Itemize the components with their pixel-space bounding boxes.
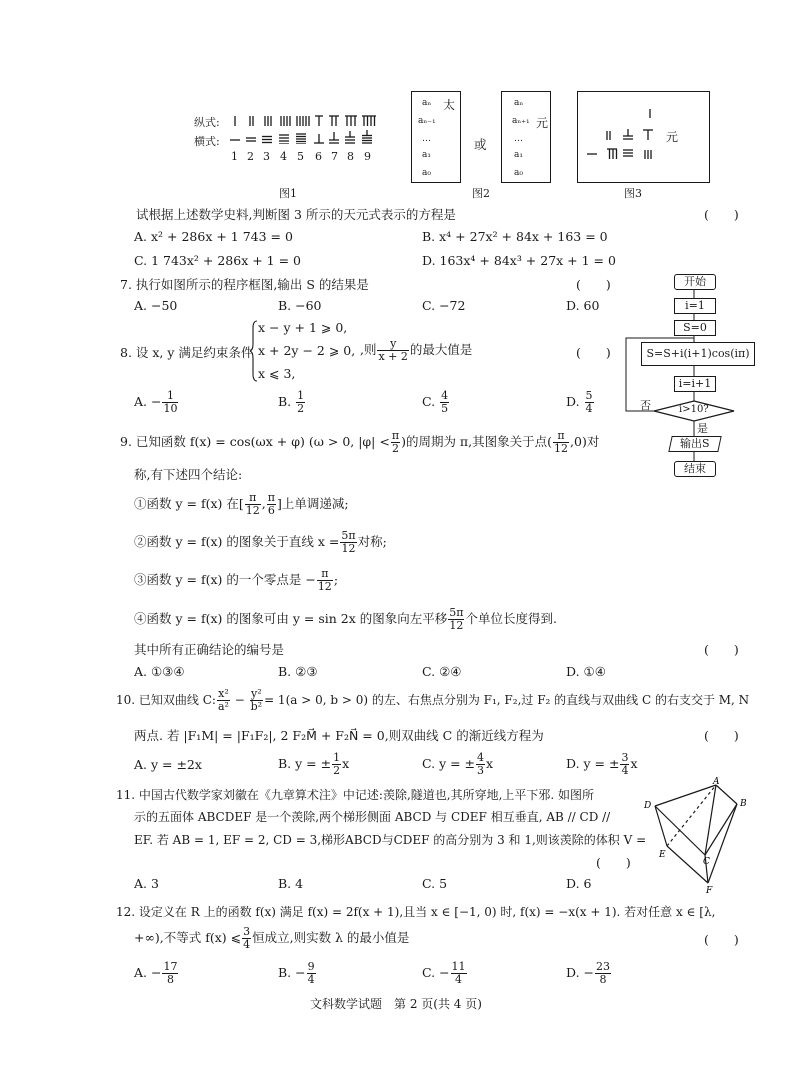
frac-num: 17	[163, 960, 178, 973]
figure-3-caption: 图3	[624, 187, 642, 200]
option-b	[278, 961, 317, 986]
solid-figure	[640, 776, 770, 896]
frac	[250, 688, 263, 713]
fig2-or-label: 或	[474, 137, 487, 152]
frac	[245, 492, 261, 517]
flow-cond-text: i>10?	[679, 404, 709, 415]
frac-num: 3	[243, 925, 251, 938]
frac-den: x + 2	[378, 350, 408, 363]
frac	[217, 688, 230, 713]
option-c: C. 1 743x² + 286x + 1 = 0	[134, 253, 301, 268]
frac-den: b²	[250, 700, 263, 713]
fig2-row: …	[514, 134, 523, 144]
q10-line1: 10. 已知双曲线 C: $\frac{\text{x²}}{\text{a²}}$ − $\frac{\text{y²}}{\text{b²}}$ = 1(a > 0, b > 0) 的左、右焦点分别为 F₁, F₂,过 F₂ 的直线与双曲线 C 的右支交于 M, N	[116, 687, 750, 713]
rod-digit: 5	[297, 150, 304, 163]
option-a: A. 3	[134, 876, 159, 891]
frac	[242, 926, 251, 951]
fig2-row: aₙ	[422, 98, 432, 108]
figure-1-caption: 图1	[279, 187, 297, 200]
q9-line1: 9. 已知函数 f(x) = cos(ωx + φ) (ω > 0, |φ| < $\frac{\pi}{2}$ )的周期为 π,其图象关于点( $\frac{\pi}{12}$ ,0)对	[120, 429, 600, 455]
flow-start	[674, 274, 716, 290]
frac	[267, 492, 276, 517]
option-c: C. 5	[422, 876, 448, 891]
flow-update-i-text: i=i+1	[678, 377, 712, 390]
option-label: A. y = ±2x	[134, 757, 202, 772]
q12-line1: 12. 设定义在 R 上的函数 f(x) 满足 f(x) = 2f(x + 1),且当 x ∈ [−1, 0) 时, f(x) = −x(x + 1). 若对任意 x ∈ [λ,	[116, 905, 716, 919]
option-frac	[476, 752, 485, 777]
flow-output-text: 输出S	[680, 437, 710, 450]
frac-den: 4	[585, 402, 593, 415]
answer-paren: ( )	[704, 642, 739, 657]
q9-text: 个单位长度得到.	[465, 611, 557, 626]
frac-den: 2	[297, 402, 305, 415]
option-frac	[162, 961, 178, 986]
rod-digit: 2	[247, 150, 254, 163]
q10-text: = 1(a > 0, b > 0) 的左、右焦点分别为 F₁, F₂,过 F₂ 的直线与双曲线 C 的右支交于 M, N	[264, 693, 750, 707]
q7-stem: 7. 执行如图所示的程序框图,输出 S 的结果是	[120, 277, 369, 292]
option-tail: x	[630, 756, 638, 771]
fig2-tai-label: 太	[443, 98, 456, 112]
frac-den: 12	[554, 442, 569, 455]
frac-den: a²	[217, 700, 229, 713]
option-a	[134, 961, 179, 986]
answer-paren: ( )	[704, 728, 739, 743]
q11-line: EF. 若 AB = 1, EF = 2, CD = 3,梯形ABCD与CDEF 的高分别为 3 和 1,则该羡除的体积 V =	[134, 833, 647, 847]
q9-text: 9. 已知函数 f(x) = cos(ωx + φ)	[120, 434, 305, 449]
option-a	[134, 757, 202, 772]
q9-text: ;	[333, 572, 339, 587]
frac-num: 5π	[449, 606, 464, 619]
frac-num: 1	[333, 751, 341, 764]
fig2-row: …	[422, 134, 431, 144]
flow-init-i-text: i=1	[685, 299, 705, 312]
option-c	[422, 390, 450, 415]
q9-text: (ω > 0, |φ| <	[308, 434, 390, 449]
option-d	[566, 961, 612, 986]
option-label: D.	[566, 394, 584, 409]
q8-stem-mid	[360, 338, 472, 363]
frac-num: 4	[441, 389, 449, 402]
option-label: A. −	[134, 965, 162, 980]
system-brace	[250, 320, 258, 382]
option-a: A. −50	[134, 298, 178, 313]
option-frac	[451, 961, 467, 986]
option-label: D. −	[566, 965, 594, 980]
option-b	[278, 752, 349, 777]
q8-text-mid: ,则	[360, 342, 377, 357]
flow-init-s	[674, 320, 716, 336]
option-label: B.	[278, 394, 296, 409]
q9-statement-2	[134, 530, 387, 555]
flow-end-text: 结束	[684, 462, 706, 475]
frac-den: 10	[163, 402, 178, 415]
q10-text: 10. 已知双曲线 C:	[116, 693, 216, 707]
q9-text: 上单调递减;	[281, 496, 349, 511]
page-footer: 文科数学试题 第 2 页(共 4 页)	[310, 997, 482, 1011]
frac-den: 12	[341, 542, 356, 555]
option-frac	[440, 390, 449, 415]
rod-digit: 7	[331, 150, 338, 163]
fig2-row: a₀	[514, 168, 523, 178]
frac-den: 8	[599, 973, 607, 986]
rod-vertical-label: 纵式:	[194, 116, 220, 129]
answer-paren: ( )	[576, 277, 611, 292]
option-d: D. 163x⁴ + 84x³ + 27x + 1 = 0	[422, 253, 616, 268]
option-label: C. −	[422, 965, 450, 980]
frac	[317, 568, 333, 593]
frac-num: π	[391, 429, 400, 442]
q12-line2	[134, 926, 409, 951]
answer-paren: ( )	[576, 345, 611, 360]
q8-constraint: x − y + 1 ⩾ 0,	[258, 320, 348, 335]
frac-num: 4	[477, 751, 485, 764]
option-frac	[585, 390, 594, 415]
option-tail: x	[342, 756, 350, 771]
frac-num: 3	[621, 751, 629, 764]
q9-text: )的周期为 π,其图象关于点	[401, 434, 548, 449]
q9-text: ③函数 y = f(x) 的一个零点是 −	[134, 572, 316, 587]
option-d: D. 60	[566, 298, 600, 313]
option-label: C. y = ±	[422, 756, 476, 771]
option-frac	[296, 390, 305, 415]
option-d	[566, 390, 595, 415]
frac-den: 12	[449, 619, 464, 632]
fig2-yuan-label: 元	[536, 116, 549, 130]
rod-digit: 4	[280, 150, 287, 163]
q9-ask: 其中所有正确结论的编号是	[134, 642, 285, 657]
frac-den: 12	[317, 580, 332, 593]
q9-statement-1: ①函数 y = f(x) 在[ $\frac{\pi}{12}$ , $\frac{\pi}{6}$ ]上单调递减;	[134, 491, 349, 517]
q10-line2: 两点. 若 |F₁M| = |F₁F₂|, 2 F₂M⃗ + F₂N⃗ = 0,则双曲线 C 的渐近线方程为	[134, 728, 544, 743]
rod-digit: 3	[263, 150, 270, 163]
frac-den: 4	[307, 973, 315, 986]
frac-num: 23	[596, 960, 610, 973]
option-d	[566, 752, 638, 777]
fig2-row: aₙ₊₁	[512, 116, 530, 126]
q9-text: 对	[586, 434, 600, 449]
rod-digit: 9	[364, 150, 371, 163]
option-a: A. x² + 286x + 1 743 = 0	[134, 229, 293, 244]
frac-den: 2	[391, 442, 399, 455]
frac-num: 9	[307, 960, 315, 973]
q11-line: 示的五面体 ABCDEF 是一个羡除,两个梯形侧面 ABCD 与 CDEF 相互垂直, AB // CD //	[134, 810, 611, 824]
frac-den: 4	[243, 938, 251, 951]
option-frac	[620, 752, 629, 777]
rod-digit: 8	[347, 150, 354, 163]
option-d: D. 6	[566, 876, 592, 891]
frac-den: 4	[455, 973, 463, 986]
frac-num: y	[377, 338, 408, 351]
frac-den: 6	[267, 504, 275, 517]
vertex-label: D	[644, 801, 652, 811]
q9-statement-3	[134, 568, 338, 593]
q11-line: 11. 中国古代数学家刘徽在《九章算术注》中记述:羡除,隧道也,其所穿地,上平下邪. 如图所	[116, 788, 595, 802]
frac-den: 3	[477, 764, 485, 777]
flow-update-s-text: S=S+i(i+1)cos(iπ)	[646, 347, 750, 360]
option-a	[134, 390, 179, 415]
option-label: B. −	[278, 965, 306, 980]
frac-num: 5	[585, 389, 593, 402]
fig3-yuan-label: 元	[666, 130, 679, 144]
option-b: B. 4	[278, 876, 304, 891]
q8-constraint: x ⩽ 3,	[258, 366, 296, 381]
option-b: B. x⁴ + 27x² + 84x + 163 = 0	[422, 229, 608, 244]
frac-den: 4	[621, 764, 629, 777]
q8-constraint: x + 2y − 2 ⩾ 0,	[258, 343, 356, 358]
flow-update-s	[641, 342, 755, 366]
frac	[553, 430, 569, 455]
q12-text: 恒成立,则实数 λ 的最小值是	[252, 930, 410, 945]
option-b	[278, 390, 306, 415]
q8-text-suffix: 的最大值是	[409, 342, 473, 357]
flow-init-s-text: S=0	[683, 321, 707, 334]
option-c	[422, 961, 468, 986]
flow-init-i	[674, 298, 716, 314]
rod-digit: 1	[231, 150, 238, 163]
frac-num: π	[267, 491, 275, 504]
q9-statement-4	[134, 607, 557, 632]
frac-den: 12	[245, 504, 260, 517]
vertex-label: C	[703, 857, 710, 867]
frac	[448, 607, 464, 632]
frac-num: 11	[451, 960, 466, 973]
frac-num: 1	[297, 389, 305, 402]
option-c: C. −72	[422, 298, 466, 313]
frac-num: π	[317, 568, 333, 581]
option-c	[422, 752, 493, 777]
q8-fraction	[377, 338, 408, 363]
option-c: C. ②④	[422, 664, 462, 679]
vertex-label: F	[706, 886, 713, 896]
option-label: A. −	[134, 394, 162, 409]
q9-text: ④函数 y = f(x) 的图象可由 y = sin 2x 的图象向左平移	[134, 611, 448, 626]
answer-paren: ( )	[704, 932, 739, 947]
frac-den: 8	[166, 973, 174, 986]
q9-zero: 0	[574, 434, 582, 449]
option-frac	[307, 961, 316, 986]
flow-start-text: 开始	[684, 275, 706, 288]
fig2-row: a₁	[422, 150, 431, 160]
answer-paren: ( )	[596, 855, 631, 870]
figure-2-caption: 图2	[472, 187, 490, 200]
option-frac	[595, 961, 611, 986]
option-b: B. −60	[278, 298, 322, 313]
option-b: B. ②③	[278, 664, 318, 679]
frac-num: 1	[162, 390, 178, 403]
flow-yes-label: 是	[697, 422, 708, 435]
option-frac	[332, 752, 341, 777]
fig2-row: aₙ	[514, 98, 524, 108]
option-frac	[162, 390, 178, 415]
frac-den: 5	[441, 402, 449, 415]
vertex-label: A	[713, 777, 720, 787]
frac-num: y²	[251, 687, 262, 700]
option-label: D. y = ±	[566, 756, 620, 771]
frac-den: 2	[333, 764, 341, 777]
q9-line2: 称,有下述四个结论:	[134, 467, 243, 482]
option-tail: x	[486, 756, 494, 771]
option-label: C.	[422, 394, 440, 409]
option-label: B. y = ±	[278, 756, 332, 771]
flow-update-i	[674, 376, 716, 392]
flow-no-label: 否	[640, 399, 651, 412]
option-a: A. ①③④	[134, 664, 185, 679]
q9-text: ①函数 y = f(x) 在	[134, 496, 239, 511]
rod-horizontal-label: 横式:	[194, 135, 220, 148]
frac	[340, 530, 356, 555]
frac-num: π	[245, 492, 261, 505]
option-d: D. ①④	[566, 664, 606, 679]
q6-stem: 试根据上述数学史料,判断图 3 所示的天元式表示的方程是	[136, 207, 456, 222]
q8-stem-prefix: 8. 设 x, y 满足约束条件	[120, 345, 254, 360]
frac	[391, 430, 400, 455]
rod-digit: 6	[315, 150, 322, 163]
flow-output	[668, 436, 721, 452]
frac-num: π	[553, 430, 569, 443]
fig2-row: aₙ₋₁	[418, 116, 436, 126]
q9-text: 对称;	[357, 534, 387, 549]
fig2-row: a₀	[422, 168, 431, 178]
q12-text: +∞),不等式 f(x) ⩽	[134, 930, 242, 945]
answer-paren: ( )	[704, 207, 739, 222]
vertex-label: B	[740, 799, 747, 809]
frac-num: 5π	[341, 529, 356, 542]
flow-end	[674, 461, 716, 477]
q9-text: ②函数 y = f(x) 的图象关于直线 x =	[134, 534, 340, 549]
fig2-row: a₁	[514, 150, 523, 160]
vertex-label: E	[659, 850, 666, 860]
frac-num: x²	[218, 687, 229, 700]
